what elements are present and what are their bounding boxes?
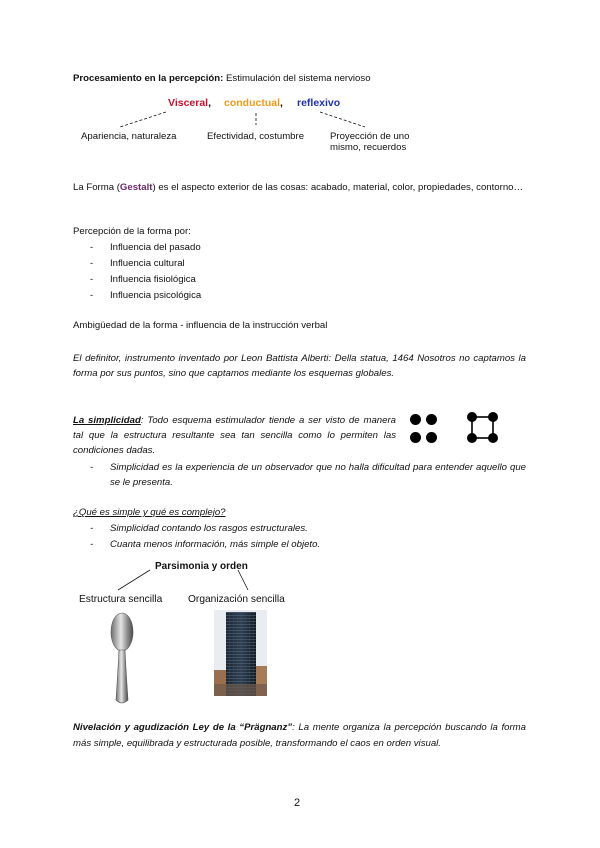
perception-intro: Percepción de la forma por: bbox=[73, 226, 191, 237]
building-image bbox=[214, 610, 267, 696]
list-item: - Simplicidad contando los rasgos estructurales. bbox=[73, 521, 473, 537]
list-item: - Influencia del pasado bbox=[73, 240, 373, 256]
apariencia-text: Apariencia, naturaleza bbox=[81, 131, 177, 142]
leveling-paragraph: Nivelación y agudización Ley de la “Prägnanz”: La mente organiza la percepción buscando la forma más simple, equilibrada y estructurada posible, transformando el caos en orden visual. bbox=[73, 722, 526, 749]
simplicity-list bbox=[73, 460, 526, 490]
page-number: 2 bbox=[294, 797, 301, 809]
processing-label: Procesamiento en la percepción: bbox=[73, 73, 224, 84]
list-item: - Influencia psicológica bbox=[73, 288, 373, 304]
gestalt-paragraph: La Forma (Gestalt) es el aspecto exterior de las cosas: acabado, material, color, propiedades, contorno… bbox=[73, 182, 524, 193]
parsimony-title: Parsimonia y orden bbox=[155, 561, 248, 572]
gestalt-word: Gestalt bbox=[119, 182, 153, 193]
dot-figure-dot bbox=[426, 414, 437, 425]
parsimony-left-label: Estructura sencilla bbox=[79, 594, 163, 605]
list-item: - Influencia cultural bbox=[73, 256, 373, 272]
conductual-label: conductual, bbox=[224, 97, 283, 109]
efectividad-text: Efectividad, costumbre bbox=[207, 131, 305, 142]
spoon-image bbox=[104, 610, 140, 706]
dot-figure-dot bbox=[410, 414, 421, 425]
parsimony-right-label: Organización sencilla bbox=[188, 594, 285, 605]
simplicity-label: La simplicidad bbox=[73, 415, 141, 426]
reflexivo-label: reflexivo bbox=[297, 97, 341, 109]
square-figure bbox=[464, 410, 504, 446]
visceral-label: Visceral, bbox=[168, 97, 212, 109]
ambiguity-line: Ambigüedad de la forma - influencia de la instrucción verbal bbox=[73, 320, 328, 331]
question-list bbox=[73, 521, 473, 553]
list-item: - Influencia fisiológica bbox=[73, 272, 373, 288]
dot-figure-dot bbox=[410, 432, 421, 443]
leveling-label: Nivelación y agudización Ley de la “Prägnanz” bbox=[73, 722, 293, 733]
definitor-paragraph: El definitor, instrumento inventado por Leon Battista Alberti: Della statua, 1464 Nosotros no captamos la forma por sus puntos, sino que captamos mediante los esquemas globales. bbox=[73, 353, 526, 379]
list-item: - Simplicidad es la experiencia de un observador que no halla dificultad para entender aquello que se le presenta. bbox=[73, 460, 526, 490]
dot-figure-dot bbox=[426, 432, 437, 443]
processing-text: Estimulación del sistema nervioso bbox=[223, 73, 371, 84]
list-item: - Cuanta menos información, más simple el objeto. bbox=[73, 537, 473, 553]
proyeccion-text: Proyección de uno mismo, recuerdos bbox=[330, 131, 410, 153]
question-title: ¿Qué es simple y qué es complejo? bbox=[73, 507, 226, 518]
perception-list bbox=[73, 240, 373, 304]
simplicity-paragraph: La simplicidad: Todo esquema estimulador tiende a ser visto de manera tal que la estructura resultante sea tan sencilla como lo permiten las condiciones dadas. bbox=[73, 415, 396, 456]
